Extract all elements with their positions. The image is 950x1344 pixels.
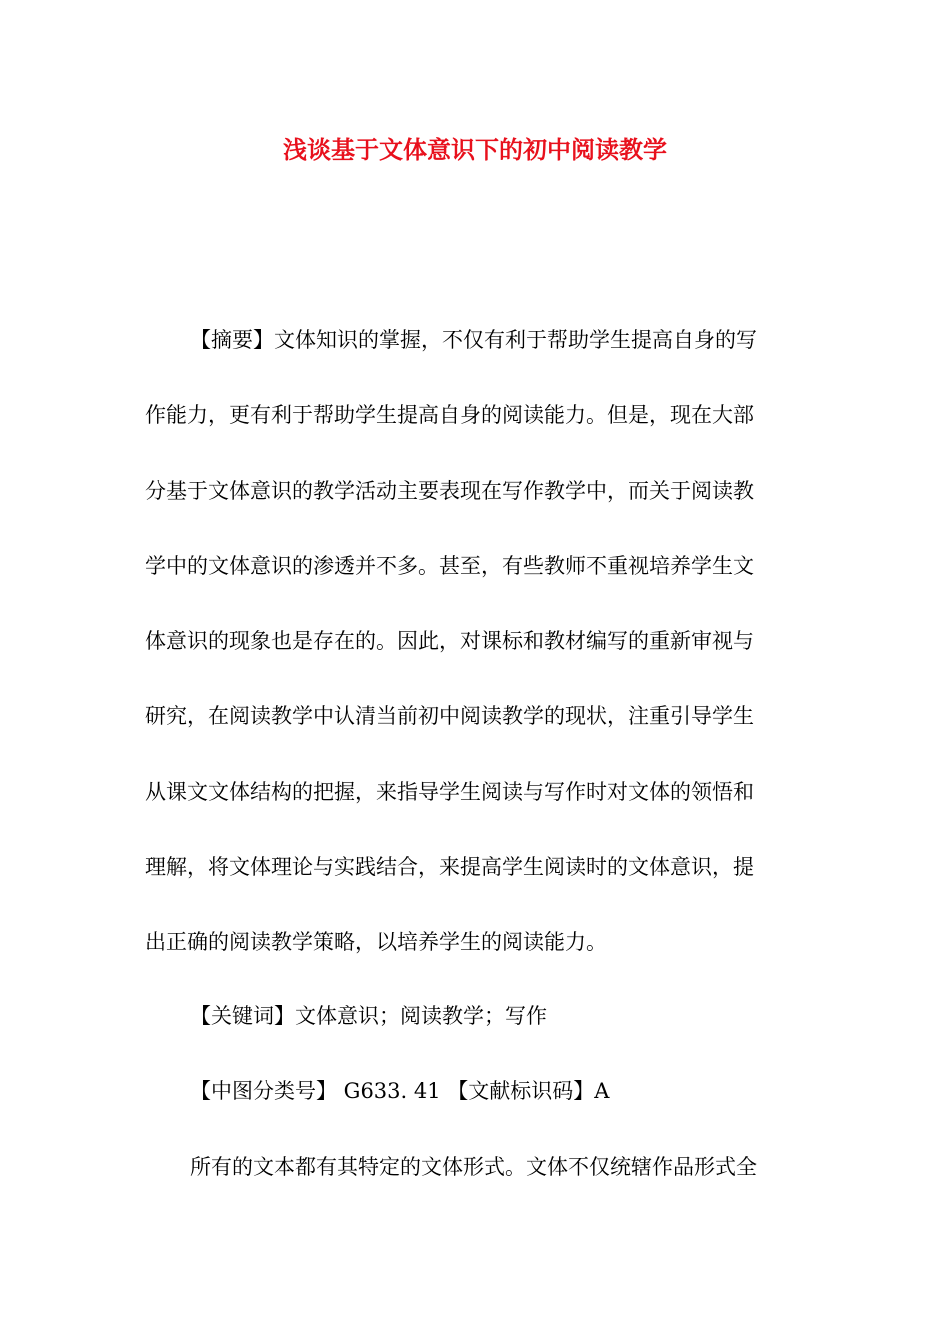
abstract-line: 研究，在阅读教学中认清当前初中阅读教学的现状，注重引导学生 xyxy=(145,704,754,728)
abstract-line: 出正确的阅读教学策略，以培养学生的阅读能力。 xyxy=(145,930,607,954)
body-paragraph-line: 所有的文本都有其特定的文体形式。文体不仅统辖作品形式全 xyxy=(190,1155,757,1179)
abstract-line: 作能力，更有利于帮助学生提高自身的阅读能力。但是，现在大部 xyxy=(145,403,754,427)
abstract-line: 体意识的现象也是存在的。因此，对课标和教材编写的重新审视与 xyxy=(145,629,754,653)
abstract-line: 从课文文体结构的把握，来指导学生阅读与写作时对文体的领悟和 xyxy=(145,780,754,804)
keywords-line: 【关键词】文体意识；阅读教学；写作 xyxy=(190,1004,547,1028)
abstract-line: 理解，将文体理论与实践结合，来提高学生阅读时的文体意识，提 xyxy=(145,855,754,879)
classification-line: 【中图分类号】 G633. 41 【文献标识码】A xyxy=(190,1079,610,1103)
abstract-line: 分基于文体意识的教学活动主要表现在写作教学中，而关于阅读教 xyxy=(145,479,754,503)
abstract-line: 【摘要】文体知识的掌握，不仅有利于帮助学生提高自身的写 xyxy=(190,328,757,352)
document-title: 浅谈基于文体意识下的初中阅读教学 xyxy=(283,135,667,164)
abstract-line: 学中的文体意识的渗透并不多。甚至，有些教师不重视培养学生文 xyxy=(145,554,754,578)
